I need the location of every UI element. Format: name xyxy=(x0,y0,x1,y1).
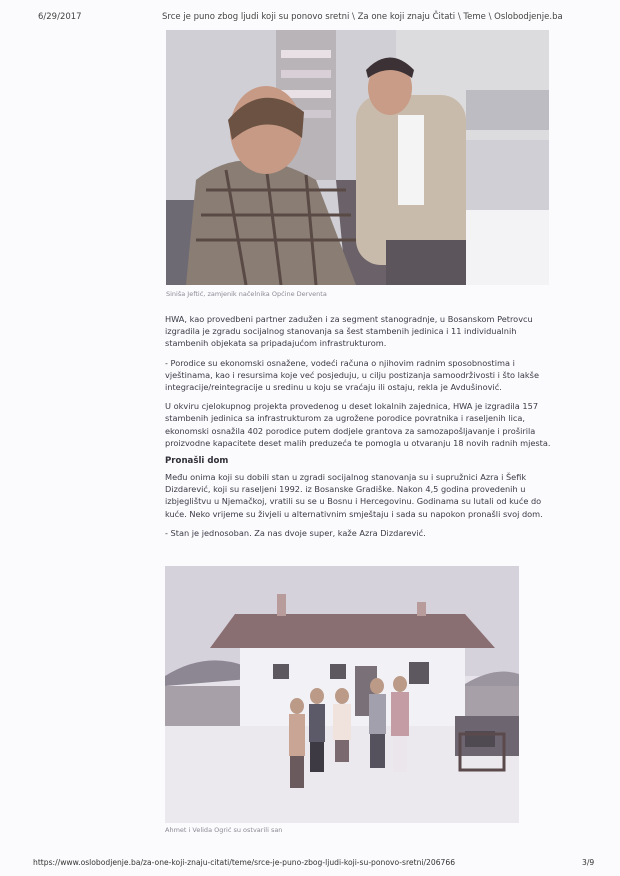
article-paragraph: HWA, kao provedbeni partner zadužen i za segment stanogradnje, u Bosanskom Petrovcu izgradila je zgradu socijalnog stanovanja sa šest stambenih jedinica i 11 individualnih stambenih objekata sa pripadajućom infrastrukturom. xyxy=(165,314,533,349)
house-photo-caption: Ahmet i Velida Ogrić su ostvarili san xyxy=(165,826,283,834)
article-paragraph: U okviru cjelokupnog projekta provedenog u deset lokalnih zajednica, HWA je izgradila 157 stambenih jedinica sa infrastrukturom za ugrožene porodice povratnika i raseljenih lica, ekonomski osnažila 402 porodice putem dodjele grantova za samozapošljavanje i proširila proizvodne kapacitete deset malih preduzeća te pomogla u otvaranju 18 novih radnih mjesta. xyxy=(165,401,551,448)
article-paragraph: Među onima koji su dobili stan u zgradi socijalnog stanovanja su i supružnici Azra i Šefik Dizdarević, koji su raseljeni 1992. iz Bosanske Gradiške. Nakon 4,5 godina provedenih u izbjeglištvu u Njemačkoj, vratili su se u Bosnu i Hercegovinu. Godinama su lutali od kuće do kuće. Neko vrijeme su živjeli u alternativnim smještaju i sada su napokon pronašli svoj dom. xyxy=(165,472,543,519)
article-body xyxy=(165,313,555,546)
article-paragraph: - Stan je jednosoban. Za nas dvoje super, kaže Azra Dizdarević. xyxy=(165,527,426,538)
article-paragraph: - Porodice su ekonomski osnažene, vodeći računa o njihovim radnim sposobnostima i vještinama, kao i resursima koje već posjeduju, u cilju postizanja samoodrživosti i što lakše integracije/reintegracije u sredinu u koju se vraćaju ili ostaju, rekla je Avdušinović. xyxy=(165,357,539,393)
page-number: 3/9 xyxy=(582,858,595,867)
print-page-title: Srce je puno zbog ljudi koji su ponovo sretni \ Za one koji znaju Čitati \ Teme \ Oslobodjenje.ba xyxy=(162,12,563,22)
interview-photo xyxy=(166,30,549,285)
house-photo xyxy=(165,566,519,823)
print-page-url: https://www.oslobodjenje.ba/za-one-koji-znaju-citati/teme/srce-je-puno-zbog-ljudi-koji-su-ponovo-sretni/206766 xyxy=(33,858,456,867)
interview-photo-caption: Siniša Jeftić, zamjenik načelnika Općine Derventa xyxy=(166,290,327,298)
section-heading: Pronašli dom xyxy=(165,456,229,467)
print-date: 6/29/2017 xyxy=(38,12,82,22)
